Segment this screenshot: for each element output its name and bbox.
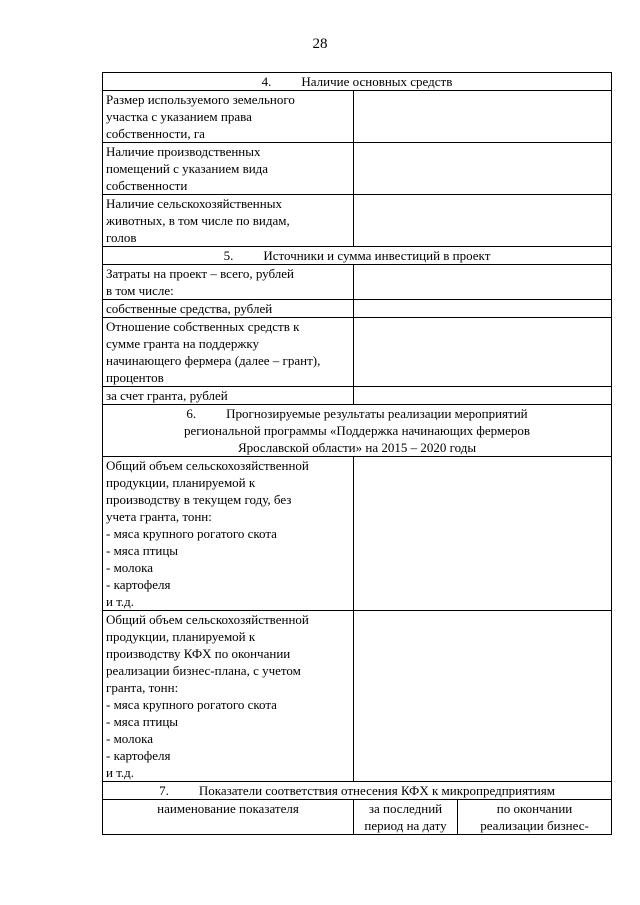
table-row — [103, 143, 612, 195]
section-title: Наличие основных средств — [301, 74, 453, 89]
table-row — [103, 611, 612, 782]
table-row — [103, 195, 612, 247]
value-cell[interactable] — [354, 300, 612, 318]
row-label: за счет гранта, рублей — [103, 387, 354, 405]
value-cell[interactable] — [354, 318, 612, 387]
row-label: Общий объем сельскохозяйственной продукции, планируемой к производству КФХ по окончании реализации бизнес-плана, с учетом гранта, тонн: - мяса крупного рогатого скота - мяса птицы - молока - картофеля и т.д. — [103, 611, 354, 782]
value-cell[interactable] — [354, 611, 612, 782]
table-row — [103, 300, 612, 318]
section-number: 5. — [223, 248, 234, 263]
page-number: 28 — [312, 36, 328, 52]
value-cell[interactable] — [354, 195, 612, 247]
section-5-header — [103, 247, 612, 265]
section-4-header — [103, 73, 612, 91]
row-label: Размер используемого земельного участка с указанием права собственности, га — [103, 91, 354, 143]
row-label: Затраты на проект – всего, рублей в том числе: — [103, 265, 354, 300]
table-row — [103, 318, 612, 387]
business-plan-table — [102, 72, 612, 835]
section-7-header — [103, 782, 612, 800]
row-label: Наличие производственных помещений с указанием вида собственности — [103, 143, 354, 195]
value-cell[interactable] — [354, 457, 612, 611]
section-number: 7. — [159, 783, 169, 798]
value-cell[interactable] — [354, 91, 612, 143]
value-cell[interactable] — [354, 265, 612, 300]
section-number: 4. — [261, 74, 272, 89]
section-title: Источники и сумма инвестиций в проект — [263, 248, 491, 263]
column-header-after-plan: по окончании реализации бизнес- — [458, 800, 612, 835]
section-6-header: 6. Прогнозируемые результаты реализации мероприятий региональной программы «Поддержка начинающих фермеров Ярославской области» на 2015 – 2020 годы — [103, 405, 612, 457]
table-row — [103, 387, 612, 405]
column-header-indicator: наименование показателя — [103, 800, 354, 835]
table-header-row — [103, 800, 612, 835]
row-label: Наличие сельскохозяйственных животных, в том числе по видам, голов — [103, 195, 354, 247]
value-cell[interactable] — [354, 387, 612, 405]
value-cell[interactable] — [354, 143, 612, 195]
row-label: собственные средства, рублей — [103, 300, 354, 318]
row-label: Отношение собственных средств к сумме гранта на поддержку начинающего фермера (далее – грант), процентов — [103, 318, 354, 387]
row-label: Общий объем сельскохозяйственной продукции, планируемой к производству в текущем году, без учета гранта, тонн: - мяса крупного рогатого скота - мяса птицы - молока - картофеля и т.д. — [103, 457, 354, 611]
column-header-last-period: за последний период на дату — [354, 800, 458, 835]
table-row — [103, 457, 612, 611]
section-title: Прогнозируемые результаты реализации мероприятий — [226, 406, 528, 421]
section-title: Показатели соответствия отнесения КФХ к микропредприятиям — [198, 783, 555, 798]
section-number: 6. — [186, 406, 197, 421]
table-row — [103, 91, 612, 143]
table-row — [103, 265, 612, 300]
